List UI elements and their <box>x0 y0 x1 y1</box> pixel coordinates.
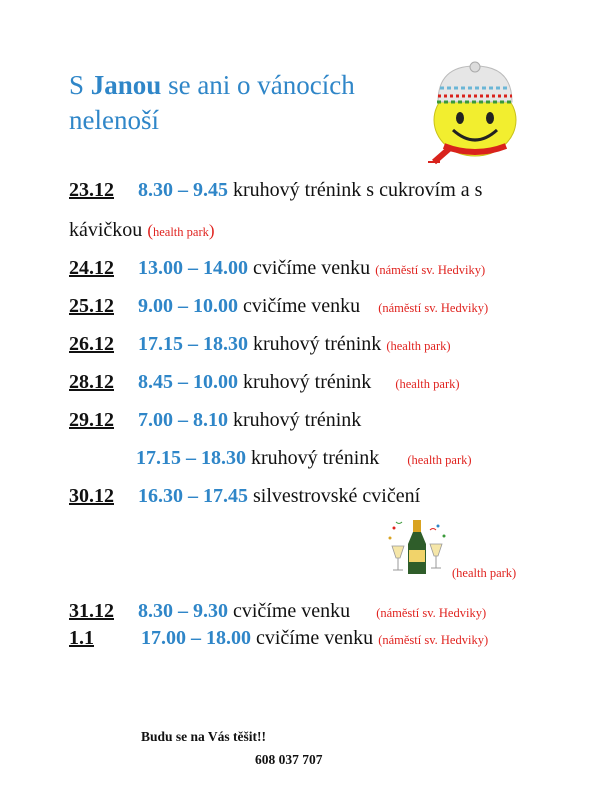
row-time: 9.00 – 10.00 <box>138 295 238 317</box>
schedule-row-2 <box>69 256 485 282</box>
schedule-row-9 <box>69 599 486 625</box>
champagne-icon <box>386 516 450 580</box>
footer-phone: 608 037 707 <box>255 752 323 767</box>
row-activity: kruhový trénink <box>243 371 372 393</box>
row-time: 17.15 – 18.30 <box>138 333 248 355</box>
row-time: 17.15 – 18.30 <box>136 447 246 469</box>
schedule-row-10 <box>69 626 488 652</box>
row-activity: cvičíme venku <box>233 600 351 622</box>
row-location: (náměstí sv. Hedviky) <box>378 633 489 647</box>
row-location: (health park) <box>395 377 460 391</box>
row-location: (health park) <box>386 339 451 353</box>
schedule-row-3 <box>69 294 488 320</box>
row-date: 29.12 <box>69 409 114 431</box>
schedule-row-4 <box>69 332 451 358</box>
row-activity: kruhový trénink <box>253 333 382 355</box>
paren-close: ) <box>208 221 215 240</box>
schedule-row-8 <box>69 484 420 508</box>
row-activity: cvičíme venku <box>243 295 361 317</box>
row-time: 7.00 – 8.10 <box>138 409 228 431</box>
row-time: 13.00 – 14.00 <box>138 257 248 279</box>
row-time: 8.30 – 9.30 <box>138 600 228 622</box>
row-location: (health park) <box>452 566 517 580</box>
row-activity: kruhový trénink s cukrovím a s <box>233 179 483 201</box>
row-date: 23.12 <box>69 179 114 201</box>
row-location: (náměstí sv. Hedviky) <box>376 606 487 620</box>
schedule-row-7 <box>136 446 472 472</box>
title-name: Janou <box>90 70 162 100</box>
row-location: (health park) <box>407 453 472 467</box>
row-activity: kruhový trénink <box>233 409 362 431</box>
row-time: 16.30 – 17.45 <box>138 485 248 507</box>
schedule-row-5 <box>69 370 460 396</box>
row-time: 8.45 – 10.00 <box>138 371 238 393</box>
row-activity: silvestrovské cvičení <box>253 485 421 507</box>
row-date: 24.12 <box>69 257 114 279</box>
row-date: 26.12 <box>69 333 114 355</box>
row-time: 8.30 – 9.45 <box>138 179 228 201</box>
row-8-location <box>452 564 516 582</box>
smiley-hat-icon <box>420 58 530 168</box>
title-rest: se ani o vánocích nelenoší <box>69 70 355 135</box>
row-activity: cvičíme venku <box>253 257 371 279</box>
row-date: 31.12 <box>69 600 114 622</box>
row-date: 30.12 <box>69 485 114 507</box>
page-title <box>69 68 409 138</box>
row-activity: cvičíme venku <box>256 627 374 649</box>
row-location: (náměstí sv. Hedviky) <box>375 263 486 277</box>
row-time: 17.00 – 18.00 <box>141 627 251 649</box>
row-date: 25.12 <box>69 295 114 317</box>
footer-message: Budu se na Vás těšit!! <box>141 729 267 744</box>
schedule-row-1 <box>69 178 482 202</box>
row-activity: kruhový trénink <box>251 447 380 469</box>
schedule-row-6 <box>69 408 361 432</box>
row-activity-cont: kávičkou <box>69 219 143 241</box>
row-location: health park <box>152 225 209 239</box>
row-location: (náměstí sv. Hedviky) <box>378 301 489 315</box>
title-prefix: S <box>69 70 85 100</box>
schedule-row-1-cont <box>69 218 215 244</box>
paren-open: ( <box>147 221 153 240</box>
row-date: 28.12 <box>69 371 114 393</box>
row-date: 1.1 <box>69 627 94 649</box>
